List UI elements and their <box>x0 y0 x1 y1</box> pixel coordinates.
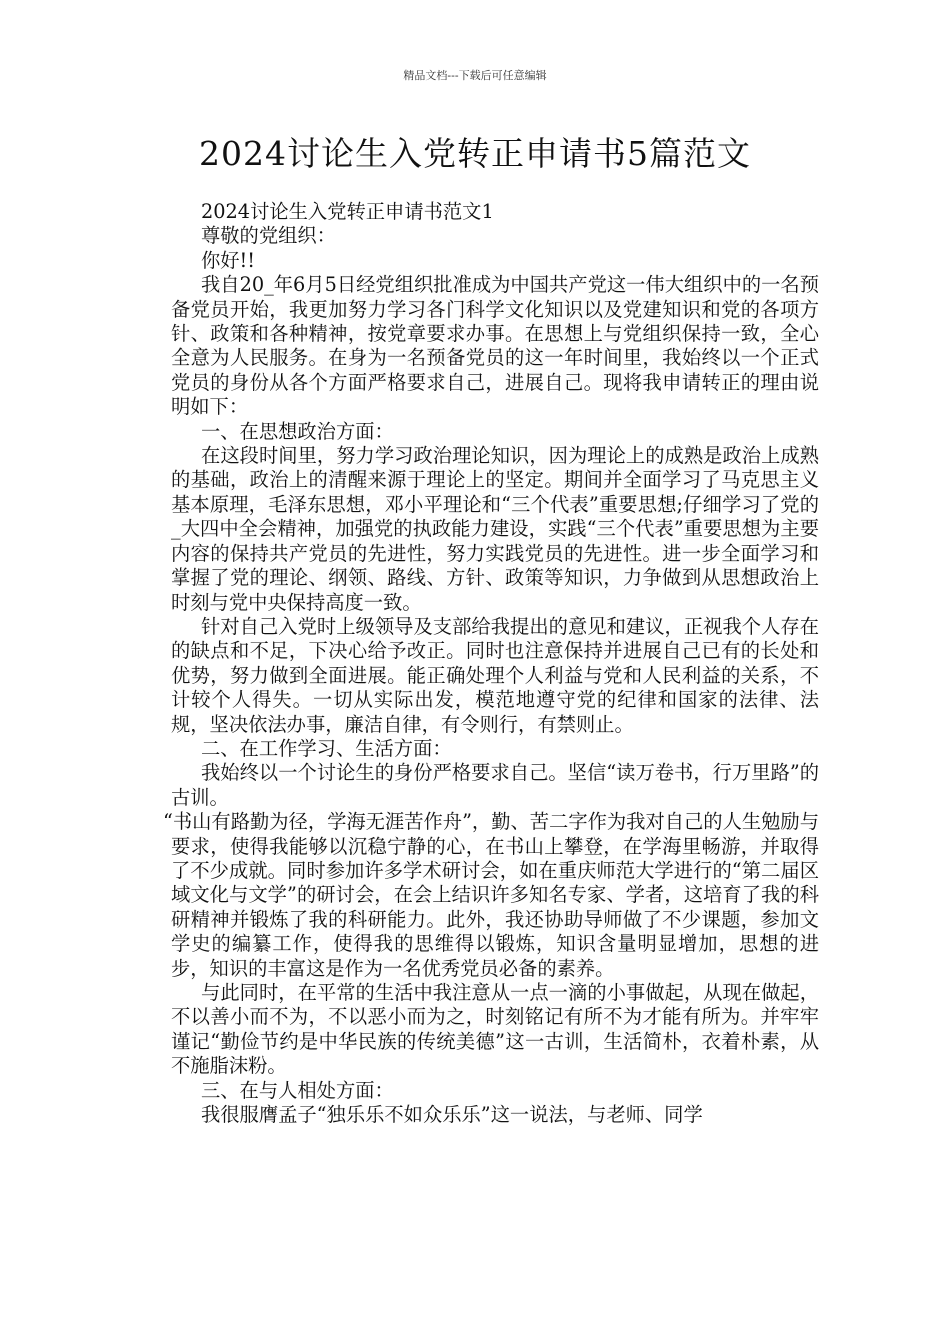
header-note: 精品文档---下载后可任意编辑 <box>403 69 547 82</box>
paragraph-5: “书山有路勤为径，学海无涯苦作舟”，勤、苦二字作为我对自己的人生勉励与要求，使得我能够以沉稳宁静的心，在书山上攀登，在学海里畅游，并取得了不少成就。同时参加许多学术研讨会，如在重庆师范大学进行的“第二届区域文化与文学”的研讨会，在会上结识许多知名专家、学者，这培育了我的科研精神并锻炼了我的科研能力。此外，我还协助导师做了不少课题，参加文学史的编纂工作，使得我的思维得以锻炼，知识含量明显增加，思想的进步，知识的丰富这是作为一名优秀党员必备的素养。 <box>163 810 819 980</box>
paragraph-3: 针对自己入党时上级领导及支部给我提出的意见和建议，正视我个人存在的缺点和不足，下决心给予改正。同时也注意保持并进展自己已有的长处和优势，努力做到全面进展。能正确处理个人利益与党和人民利益的关系，不计较个人得失。一切从实际出发，模范地遵守党的纪律和国家的法律、法规，坚决依法办事，廉洁自律，有令则行，有禁则止。 <box>171 614 819 736</box>
document-title: 2024讨论生入党转正申请书5篇范文 <box>199 134 751 173</box>
section-subtitle: 2024讨论生入党转正申请书范文1 <box>201 200 494 223</box>
paragraph-4: 我始终以一个讨论生的身份严格要求自己。坚信“读万卷书，行万里路”的古训。 <box>171 761 819 809</box>
paragraph-1: 我自20_年6月5日经党组织批准成为中国共产党这一伟大组织中的一名预备党员开始，我更加努力学习各门科学文化知识以及党建知识和党的各项方针、政策和各种精神，按党章要求办事。在思想上与党组织保持一致，全心全意为人民服务。在身为一名预备党员的这一年时间里，我始终以一个正式党员的身份从各个方面严格要求自己，进展自己。现将我申请转正的理由说明如下： <box>171 273 819 419</box>
paragraph-6: 与此同时，在平常的生活中我注意从一点一滴的小事做起，从现在做起，不以善小而不为，不以恶小而为之，时刻铭记有所不为才能有所为。并牢牢谨记“勤俭节约是中华民族的传统美德”这一古训，生活简朴，衣着朴素，从不施脂沫粉。 <box>171 981 819 1078</box>
salutation: 尊敬的党组织： <box>201 224 336 248</box>
paragraph-2: 在这段时间里，努力学习政治理论知识，因为理论上的成熟是政治上成熟的基础，政治上的清醒来源于理论上的坚定。期间并全面学习了马克思主义基本原理，毛泽东思想，邓小平理论和“三个代表”重要思想;仔细学习了党的_大四中全会精神，加强党的执政能力建设，实践“三个代表”重要思想为主要内容的保持共产党员的先进性，努力实践党员的先进性。进一步全面学习和掌握了党的理论、纲领、路线、方针、政策等知识，力争做到从思想政治上时刻与党中央保持高度一致。 <box>171 444 819 614</box>
heading-relations: 三、在与人相处方面： <box>201 1078 394 1102</box>
paragraph-7: 我很服膺孟子“独乐乐不如众乐乐”这一说法，与老师、同学 <box>201 1103 703 1127</box>
heading-politics: 一、在思想政治方面： <box>201 419 394 443</box>
greeting: 你好!! <box>201 248 256 272</box>
heading-work-study: 二、在工作学习、生活方面： <box>201 736 452 760</box>
document-body <box>163 200 819 1127</box>
